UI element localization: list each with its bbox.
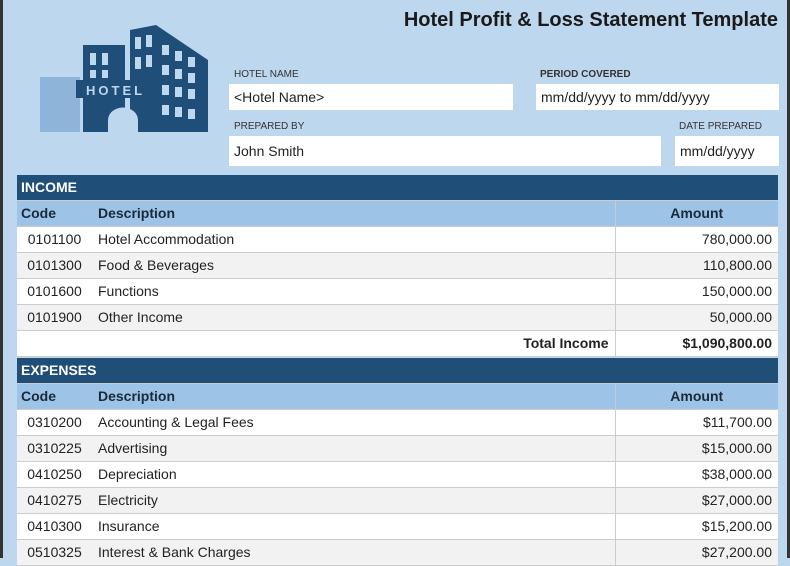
expenses-table — [17, 358, 778, 566]
row-description[interactable]: Interest & Bank Charges — [92, 539, 615, 565]
row-code[interactable]: 0101900 — [17, 304, 92, 330]
row-code[interactable]: 0101300 — [17, 252, 92, 278]
col-code: Code — [17, 200, 92, 226]
row-code[interactable]: 0101100 — [17, 226, 92, 252]
period-covered-label: PERIOD COVERED — [540, 69, 631, 80]
hotel-name-label: HOTEL NAME — [234, 69, 299, 80]
col-description: Description — [92, 200, 615, 226]
row-description[interactable]: Insurance — [92, 513, 615, 539]
prepared-by-label: PREPARED BY — [234, 121, 305, 132]
total-income-value: $1,090,800.00 — [615, 330, 778, 356]
row-amount[interactable]: $15,000.00 — [615, 435, 778, 461]
row-code[interactable]: 0510325 — [17, 539, 92, 565]
page-title: Hotel Profit & Loss Statement Template — [403, 9, 778, 31]
table-row — [17, 226, 778, 252]
col-amount: Amount — [615, 200, 778, 226]
table-row — [17, 252, 778, 278]
table-row — [17, 304, 778, 330]
row-description[interactable]: Accounting & Legal Fees — [92, 409, 615, 435]
row-code[interactable]: 0410250 — [17, 461, 92, 487]
row-code[interactable]: 0310200 — [17, 409, 92, 435]
row-amount[interactable]: $27,200.00 — [615, 539, 778, 565]
table-row — [17, 513, 778, 539]
row-amount[interactable]: 50,000.00 — [615, 304, 778, 330]
row-amount[interactable]: 110,800.00 — [615, 252, 778, 278]
row-description[interactable]: Hotel Accommodation — [92, 226, 615, 252]
row-amount[interactable]: $11,700.00 — [615, 409, 778, 435]
col-description: Description — [92, 383, 615, 409]
row-code[interactable]: 0310225 — [17, 435, 92, 461]
expenses-section-title: EXPENSES — [17, 358, 778, 383]
total-income-row — [17, 330, 778, 356]
row-description[interactable]: Functions — [92, 278, 615, 304]
table-row — [17, 278, 778, 304]
table-row — [17, 461, 778, 487]
col-amount: Amount — [615, 383, 778, 409]
row-amount[interactable]: 150,000.00 — [615, 278, 778, 304]
row-amount[interactable]: $38,000.00 — [615, 461, 778, 487]
income-section-title: INCOME — [17, 175, 778, 200]
period-covered-field[interactable]: mm/dd/yyyy to mm/dd/yyyy — [536, 84, 779, 110]
col-code: Code — [17, 383, 92, 409]
date-prepared-label: DATE PREPARED — [679, 121, 762, 132]
table-row — [17, 539, 778, 565]
date-prepared-field[interactable]: mm/dd/yyyy — [675, 136, 779, 166]
prepared-by-field[interactable]: John Smith — [229, 136, 661, 166]
table-row — [17, 487, 778, 513]
row-description[interactable]: Advertising — [92, 435, 615, 461]
row-description[interactable]: Depreciation — [92, 461, 615, 487]
row-amount[interactable]: 780,000.00 — [615, 226, 778, 252]
income-table — [17, 175, 778, 357]
svg-text:HOTEL: HOTEL — [86, 83, 146, 98]
row-code[interactable]: 0410300 — [17, 513, 92, 539]
hotel-name-field[interactable]: <Hotel Name> — [229, 84, 513, 110]
row-description[interactable]: Electricity — [92, 487, 615, 513]
row-description[interactable]: Other Income — [92, 304, 615, 330]
total-income-label: Total Income — [17, 330, 615, 356]
table-row — [17, 409, 778, 435]
row-description[interactable]: Food & Beverages — [92, 252, 615, 278]
row-code[interactable]: 0410275 — [17, 487, 92, 513]
row-amount[interactable]: $15,200.00 — [615, 513, 778, 539]
table-row — [17, 435, 778, 461]
row-amount[interactable]: $27,000.00 — [615, 487, 778, 513]
row-code[interactable]: 0101600 — [17, 278, 92, 304]
hotel-logo-icon — [38, 25, 213, 135]
